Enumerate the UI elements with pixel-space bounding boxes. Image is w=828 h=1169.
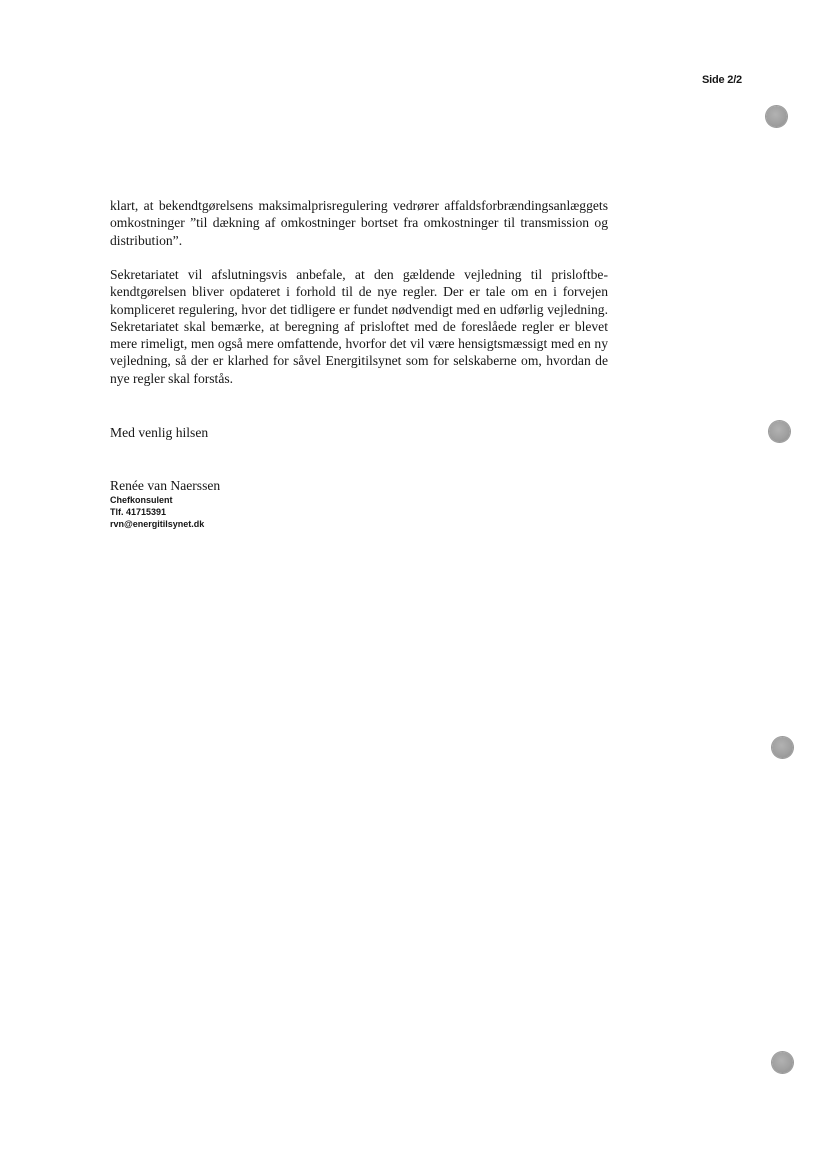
signer-name: Renée van Naerssen xyxy=(110,478,221,493)
signer-title: Chefkonsulent xyxy=(110,495,173,505)
punch-hole-2 xyxy=(769,421,790,442)
punch-hole-1 xyxy=(766,106,787,127)
signer-phone: Tlf. 41715391 xyxy=(110,507,167,517)
signature-block xyxy=(110,477,220,530)
letter-paragraph-2: Sekretariatet vil afslutningsvis anbefale, at den gældende vejledning til prisloftbekendtgørelsen bliver opdateret i forhold til de nye regler. Der er tale om en i forvejen kompliceret regulering, hvor det tidligere er fundet nødvendigt med en udførlig vejledning. Sekretariatet skal bemærke, at beregning af prisloftet med de foreslåede regler er blevet mere rimeligt, men også mere omfattende, hvorfor det vil være hensigtsmæssigt med en ny vejledning, så der er klarhed for såvel Energitilsynet som for selskaberne om, hvordan de nye regler skal forstås. xyxy=(110,267,608,386)
punch-hole-3 xyxy=(772,737,793,758)
signer-email: rvn@energitilsynet.dk xyxy=(110,519,205,529)
punch-hole-4 xyxy=(772,1052,793,1073)
page-number: Side 2/2 xyxy=(702,74,742,86)
letter-paragraph-1: klart, at bekendtgørelsens maksimalprisregulering vedrører affaldsforbrændingsanlæggets omkostninger ”til dækning af omkostninger bortset fra omkostninger til transmission og distribution”. xyxy=(110,198,608,248)
closing-salutation: Med venlig hilsen xyxy=(110,425,209,440)
